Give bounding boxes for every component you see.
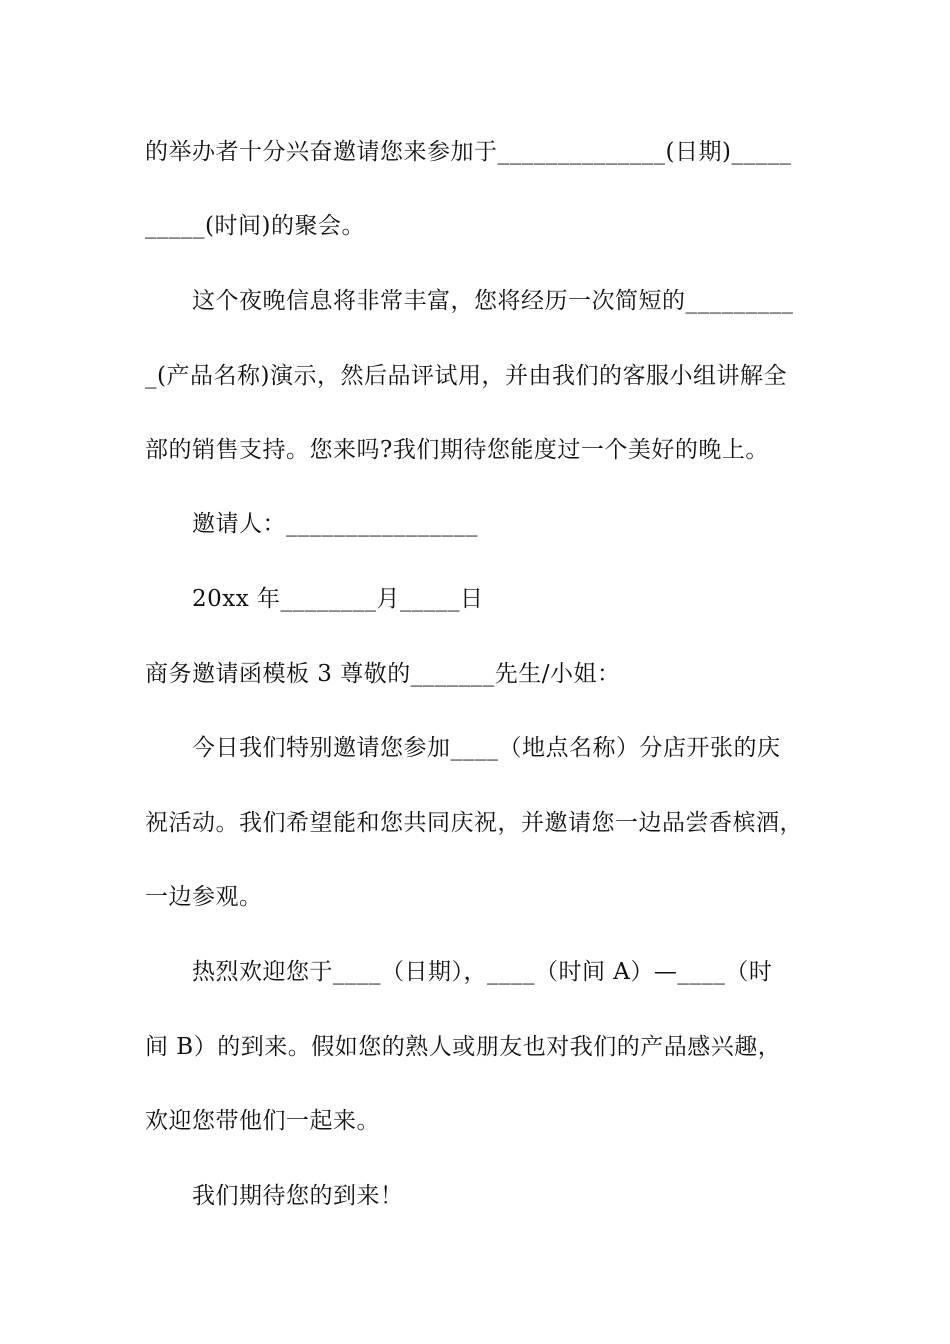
text-line: 祝活动。我们希望能和您共同庆祝，并邀请您一边品尝香槟酒， [145,810,803,836]
heading-line: 商务邀请函模板 3 尊敬的_______先生/小姐： [145,661,621,687]
text-line: 今日我们特别邀请您参加____（地点名称）分店开张的庆 [192,735,781,761]
inviter-line: 邀请人：________________ [192,511,478,537]
text-line: 间 B）的到来。假如您的熟人或朋友也对我们的产品感兴趣， [145,1034,782,1060]
text-line: 欢迎您带他们一起来。 [145,1108,380,1134]
closing-line: 我们期待您的到来！ [192,1183,404,1209]
text-line: 的举办者十分兴奋邀请您来参加于______________(日期)_____ [145,139,792,165]
text-line: 这个夜晚信息将非常丰富，您将经历一次简短的_________ [192,288,794,314]
text-line: _____(时间)的聚会。 [145,213,365,239]
text-line: 热烈欢迎您于____（日期），____（时间 A）—____（时 [192,959,773,985]
text-line: _(产品名称)演示，然后品评试用，并由我们的客服小组讲解全 [145,363,787,389]
text-line: 部的销售支持。您来吗?我们期待您能度过一个美好的晚上。 [145,437,769,463]
text-line: 一边参观。 [145,884,263,910]
date-line: 20xx 年________月_____日 [192,586,484,612]
